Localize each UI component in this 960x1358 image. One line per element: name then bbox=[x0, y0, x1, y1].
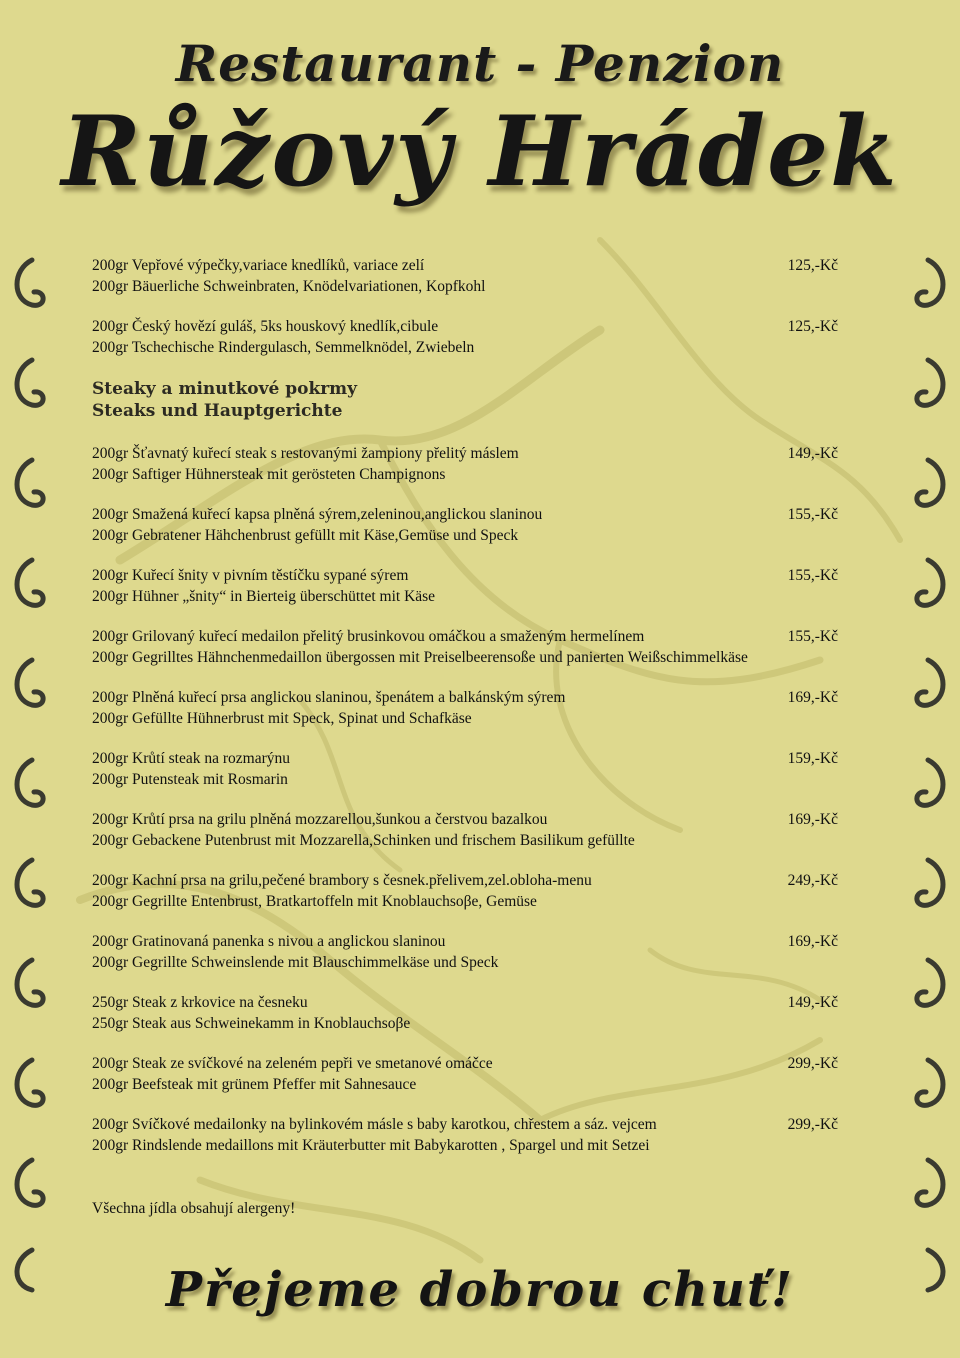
dish-name-cz: 200gr Krůtí steak na rozmarýnu bbox=[92, 750, 290, 767]
dish-price: 149,-Kč bbox=[787, 445, 838, 462]
dish-price: 169,-Kč bbox=[787, 689, 838, 706]
menu-item bbox=[92, 505, 852, 546]
dish-name-cz: 200gr Vepřové výpečky,variace knedlíků, variace zelí bbox=[92, 257, 425, 274]
menu-item bbox=[92, 749, 852, 790]
dish-price: 155,-Kč bbox=[787, 628, 838, 645]
dish-name-cz: 200gr Smažená kuřecí kapsa plněná sýrem,zeleninou,anglickou slaninou bbox=[92, 506, 543, 523]
dish-name-cz: 200gr Kuřecí šnity v pivním těstíčku sypané sýrem bbox=[92, 567, 409, 584]
menu-item bbox=[92, 256, 852, 297]
dish-name-cz: 200gr Krůtí prsa na grilu plněná mozzarellou,šunkou a čerstvou bazalkou bbox=[92, 811, 548, 828]
dish-price: 169,-Kč bbox=[787, 811, 838, 828]
dish-name-de: 200gr Hühner „šnity“ in Bierteig überschüttet mit Käse bbox=[92, 587, 436, 605]
dish-name-de: 200gr Gebackene Putenbrust mit Mozzarella,Schinken und frischem Basilikum gefüllte bbox=[92, 831, 635, 849]
left-scroll-border bbox=[2, 250, 58, 1300]
dish-name-de: 200gr Tschechische Rindergulasch, Semmelknödel, Zwiebeln bbox=[92, 338, 475, 356]
restaurant-title: Restaurant - Penzion bbox=[175, 34, 785, 93]
menu-item bbox=[92, 810, 852, 851]
dish-name-de: 200gr Gegrillte Entenbrust, Bratkartoffeln mit Knoblauchsoβe, Gemüse bbox=[92, 892, 537, 910]
section-title-cz: Steaky a minutkové pokrmy bbox=[92, 379, 358, 399]
section-heading bbox=[92, 378, 852, 422]
dish-name-cz: 200gr Český hovězí guláš, 5ks houskový knedlík,cibule bbox=[92, 318, 439, 335]
dish-price: 149,-Kč bbox=[787, 994, 838, 1011]
section-title-de: Steaks und Hauptgerichte bbox=[92, 401, 343, 421]
dish-name-de: 200gr Beefsteak mit grünem Pfeffer mit Sahnesauce bbox=[92, 1075, 417, 1093]
dish-name-de: 200gr Putensteak mit Rosmarin bbox=[92, 770, 288, 788]
dish-name-cz: 200gr Gratinovaná panenka s nivou a anglickou slaninou bbox=[92, 933, 446, 950]
dish-name-cz: 250gr Steak z krkovice na česneku bbox=[92, 994, 308, 1011]
dish-name-de: 200gr Gegrilltes Hähnchenmedaillon übergossen mit Preiselbeerensoße und panierten Weißschimmelkäse bbox=[92, 648, 748, 666]
dish-name-cz: 200gr Svíčkové medailonky na bylinkovém másle s baby karotkou, chřestem a sáz. vejcem bbox=[92, 1116, 657, 1133]
menu-item bbox=[92, 932, 852, 973]
dish-name-cz: 200gr Grilovaný kuřecí medailon přelitý brusinkovou omáčkou a smaženým hermelínem bbox=[92, 628, 645, 645]
dish-name-de: 200gr Gefüllte Hühnerbrust mit Speck, Spinat und Schafkäse bbox=[92, 709, 472, 727]
menu-item bbox=[92, 993, 852, 1034]
dish-price: 155,-Kč bbox=[787, 567, 838, 584]
dish-name-cz: 200gr Plněná kuřecí prsa anglickou slaninou, špenátem a balkánským sýrem bbox=[92, 689, 566, 706]
dish-name-de: 200gr Saftiger Hühnersteak mit gerösteten Champignons bbox=[92, 465, 446, 483]
dish-price: 125,-Kč bbox=[787, 257, 838, 274]
allergen-note: Všechna jídla obsahují alergeny! bbox=[92, 1200, 296, 1217]
right-scroll-border bbox=[902, 250, 958, 1300]
dish-name-de: 200gr Gebratener Hähchenbrust gefüllt mit Käse,Gemüse und Speck bbox=[92, 526, 519, 544]
menu-item bbox=[92, 1115, 852, 1156]
dish-price: 125,-Kč bbox=[787, 318, 838, 335]
menu-list bbox=[92, 256, 852, 1176]
footer-greeting: Přejeme dobrou chuť! bbox=[165, 1262, 795, 1318]
dish-name-de: 200gr Bäuerliche Schweinbraten, Knödelvariationen, Kopfkohl bbox=[92, 277, 486, 295]
dish-price: 159,-Kč bbox=[787, 750, 838, 767]
dish-name-cz: 200gr Kachní prsa na grilu,pečené brambory s česnek.přelivem,zel.obloha-menu bbox=[92, 872, 592, 889]
dish-name-de: 200gr Gegrillte Schweinslende mit Blauschimmelkäse und Speck bbox=[92, 953, 499, 971]
menu-item bbox=[92, 317, 852, 358]
dish-price: 299,-Kč bbox=[787, 1116, 838, 1133]
menu-item bbox=[92, 688, 852, 729]
dish-price: 169,-Kč bbox=[787, 933, 838, 950]
restaurant-name: Růžový Hrádek bbox=[61, 95, 899, 208]
dish-name-de: 250gr Steak aus Schweinekamm in Knoblauchsoβe bbox=[92, 1014, 411, 1032]
dish-name-cz: 200gr Steak ze svíčkové na zeleném pepři ve smetanové omáčce bbox=[92, 1055, 493, 1072]
menu-item bbox=[92, 566, 852, 607]
menu-item bbox=[92, 627, 852, 668]
dish-price: 249,-Kč bbox=[787, 872, 838, 889]
dish-price: 299,-Kč bbox=[787, 1055, 838, 1072]
dish-name-cz: 200gr Šťavnatý kuřecí steak s restovanými žampiony přelitý máslem bbox=[92, 445, 519, 462]
dish-name-de: 200gr Rindslende medaillons mit Kräuterbutter mit Babykarotten , Spargel und mit Setzei bbox=[92, 1136, 650, 1154]
menu-item bbox=[92, 444, 852, 485]
menu-item bbox=[92, 871, 852, 912]
menu-item bbox=[92, 1054, 852, 1095]
dish-price: 155,-Kč bbox=[787, 506, 838, 523]
